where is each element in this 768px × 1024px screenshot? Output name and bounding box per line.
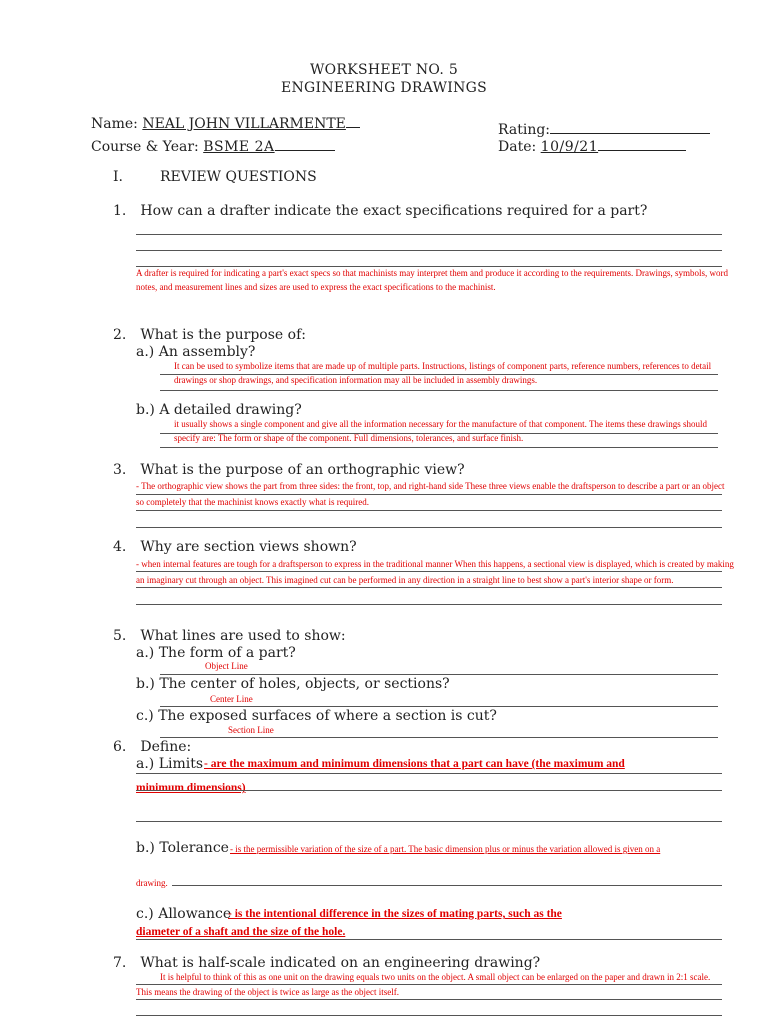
answer-5a[interactable]: Object Line	[205, 661, 248, 671]
answer-line	[136, 773, 722, 774]
name-underline	[346, 113, 360, 128]
answer-2b[interactable]: it usually shows a single component and give all the information necessary for the manufacture of that component. The items these drawings should specify are: The form or shape of the component. Full dimensions, tolerances, and surface finish.	[174, 419, 707, 443]
answer-line	[136, 1015, 722, 1016]
answer-line	[136, 494, 722, 495]
course-underline	[275, 136, 335, 151]
answer-7-line2[interactable]: This means the drawing of the object is twice as large as the object itself.	[136, 987, 400, 997]
question-6: 6. Define:	[113, 739, 192, 755]
answer-line	[136, 587, 722, 588]
answer-6c-line2[interactable]: diameter of a shaft and the size of the hole.	[136, 926, 346, 938]
rating-label: Rating:	[498, 122, 551, 138]
answer-line	[160, 674, 718, 675]
answer-line	[136, 604, 722, 605]
name-value: NEAL JOHN VILLARMENTE	[142, 116, 346, 132]
course-label: Course & Year:	[91, 139, 199, 155]
answer-line	[136, 250, 722, 251]
date-field[interactable]	[498, 136, 686, 155]
answer-line	[136, 821, 722, 822]
question-6b: b.) Tolerance	[136, 840, 229, 856]
question-2b: b.) A detailed drawing?	[136, 402, 302, 418]
name-field[interactable]	[91, 113, 360, 132]
answer-5c[interactable]: Section Line	[228, 725, 274, 735]
date-label: Date:	[498, 139, 537, 155]
answer-line	[136, 571, 722, 572]
rating-value	[550, 119, 710, 134]
question-6a: a.) Limits	[136, 756, 204, 772]
answer-line	[172, 885, 722, 886]
answer-line	[160, 706, 718, 707]
date-underline	[598, 136, 686, 151]
question-5a: a.) The form of a part?	[136, 645, 296, 661]
question-2: 2. What is the purpose of:	[113, 327, 306, 343]
course-field[interactable]	[91, 136, 335, 155]
question-5: 5. What lines are used to show:	[113, 628, 346, 644]
question-6c: c.) Allowance	[136, 906, 232, 922]
question-4: 4. Why are section views shown?	[113, 539, 357, 555]
answer-line	[160, 737, 718, 738]
question-3: 3. What is the purpose of an orthographic view?	[113, 462, 465, 478]
answer-4[interactable]: - when internal features are tough for a draftsperson to express in the traditional manner When this happens, a sectional view is displayed, which is created by making an imaginary cut through an object. This imagined cut can be performed in any direction in a straight line to best show a part's interior shape or form.	[136, 559, 734, 585]
question-5c: c.) The exposed surfaces of where a section is cut?	[136, 708, 497, 724]
question-2a: a.) An assembly?	[136, 344, 256, 360]
section-title: REVIEW QUESTIONS	[160, 169, 317, 185]
answer-line	[160, 447, 718, 448]
question-7: 7. What is half-scale indicated on an engineering drawing?	[113, 955, 541, 971]
answer-6b-line1[interactable]: - is the permissible variation of the size of a part. The basic dimension plus or minus the variation allowed is given on a	[230, 844, 661, 854]
answer-line	[136, 939, 722, 940]
worksheet-subtitle: ENGINEERING DRAWINGS	[280, 80, 488, 96]
answer-5b[interactable]: Center Line	[210, 694, 253, 704]
question-5b: b.) The center of holes, objects, or sections?	[136, 676, 450, 692]
answer-line	[136, 984, 722, 985]
course-value: BSME 2A	[203, 139, 275, 155]
answer-6a-line1[interactable]: - are the maximum and minimum dimensions that a part can have (the maximum and	[204, 758, 625, 770]
name-label: Name:	[91, 116, 138, 132]
answer-2a[interactable]: It can be used to symbolize items that are made up of multiple parts. Instructions, listings of component parts, reference numbers, references to detail drawings or shop drawings, and specification information may all be included in assembly drawings.	[174, 361, 712, 385]
answer-6a-line2[interactable]: minimum dimensions)	[136, 782, 246, 794]
answer-line	[136, 999, 722, 1000]
section-number: I.	[113, 169, 123, 185]
answer-line	[136, 234, 722, 235]
answer-line	[136, 790, 722, 791]
answer-line	[136, 527, 722, 528]
worksheet-title: WORKSHEET NO. 5	[309, 62, 459, 78]
answer-line	[160, 390, 718, 391]
answer-6b-line2[interactable]: drawing.	[136, 878, 168, 888]
answer-line	[160, 374, 718, 375]
date-value: 10/9/21	[540, 139, 599, 155]
answer-6c-line1[interactable]: - is the intentional difference in the sizes of mating parts, such as the	[228, 908, 562, 920]
answer-7-line1[interactable]: It is helpful to think of this as one unit on the drawing equals two units on the object. A small object can be enlarged on the paper and drawn in 2:1 scale.	[160, 972, 711, 982]
answer-3[interactable]: - The orthographic view shows the part from three sides: the front, top, and right-hand side These three views enable the draftsperson to describe a part or an object so completely that the machinist knows exactly what is required.	[136, 481, 725, 507]
question-1: 1. How can a drafter indicate the exact specifications required for a part?	[113, 203, 648, 219]
answer-line	[136, 510, 722, 511]
answer-line	[160, 433, 718, 434]
answer-1[interactable]: A drafter is required for indicating a part's exact specs so that machinists may interpret them and produce it according to the requirements. Drawings, symbols, word notes, and measurement lines and sizes are used to express the exact specifications to the machinist.	[136, 268, 728, 292]
